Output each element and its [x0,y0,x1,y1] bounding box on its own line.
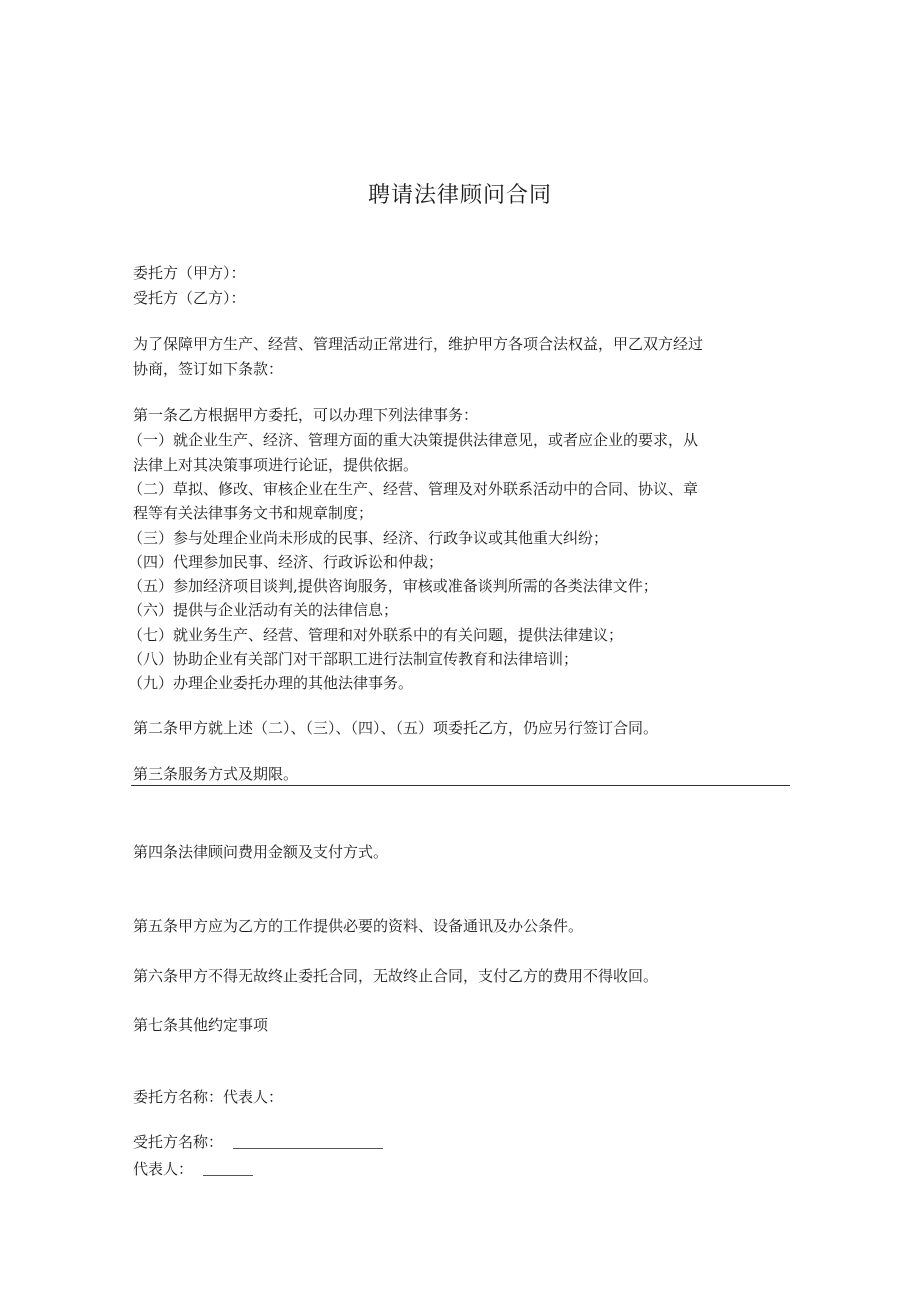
article-1-item-7: （七）就业务生产、经营、管理和对外联系中的有关问题，提供法律建议； [128,626,624,644]
article-3: 第三条服务方式及期限。 [133,765,299,783]
article-1-item-4: （四）代理参加民事、经济、行政诉讼和仲裁； [128,553,444,571]
article-1-item-9: （九）办理企业委托办理的其他法律事务。 [128,674,414,692]
preamble-line-1: 为了保障甲方生产、经营、管理活动正常进行，维护甲方各项合法权益，甲乙双方经过 [133,335,704,353]
article-1-item-6: （六）提供与企业活动有关的法律信息； [128,601,399,619]
client-signature-line: 委托方名称：代表人： [133,1088,284,1106]
preamble-line-2: 协商，签订如下条款： [133,360,284,378]
article-2: 第二条甲方就上述（二）、（三）、（四）、（五）项委托乙方，仍应另行签订合同。 [133,719,659,737]
document-title: 聘请法律顾问合同 [367,183,552,208]
counsel-rep-blank [203,1161,253,1176]
counsel-rep-row [133,1159,253,1179]
counsel-rep-label: 代表人： [133,1160,194,1178]
article-1-item-3: （三）参与处理企业尚未形成的民事、经济、行政争议或其他重大纠纷； [128,529,609,547]
article-3-fill-line [131,785,790,786]
article-1-item-2-line-1: （二）草拟、修改、审核企业在生产、经营、管理及对外联系活动中的合同、协议、章 [128,480,699,498]
article-5: 第五条甲方应为乙方的工作提供必要的资料、设备通讯及办公条件。 [133,917,584,935]
counsel-party-line: 受托方（乙方）： [133,289,246,307]
counsel-name-row [133,1132,383,1152]
article-4: 第四条法律顾问费用金额及支付方式。 [133,843,389,861]
counsel-name-label: 受托方名称： [133,1133,224,1151]
article-1-item-5: （五）参加经济项目谈判,提供咨询服务，审核或准备谈判所需的各类法律文件； [128,577,658,595]
article-7: 第七条其他约定事项 [133,1016,269,1034]
article-1-item-1-line-1: （一）就企业生产、经济、管理方面的重大决策提供法律意见，或者应企业的要求，从 [128,431,699,449]
client-party-line: 委托方（甲方）： [133,264,246,282]
article-1-item-2-line-2: 程等有关法律事务文书和规章制度； [133,504,374,522]
article-6: 第六条甲方不得无故终止委托合同，无故终止合同，支付乙方的费用不得收回。 [133,967,659,985]
article-1-heading: 第一条乙方根据甲方委托，可以办理下列法律事务： [133,406,479,424]
counsel-name-blank [233,1134,383,1149]
article-1-item-8: （八）协助企业有关部门对干部职工进行法制宣传教育和法律培训； [128,650,579,668]
article-1-item-1-line-2: 法律上对其决策事项进行论证，提供依据。 [133,456,419,474]
